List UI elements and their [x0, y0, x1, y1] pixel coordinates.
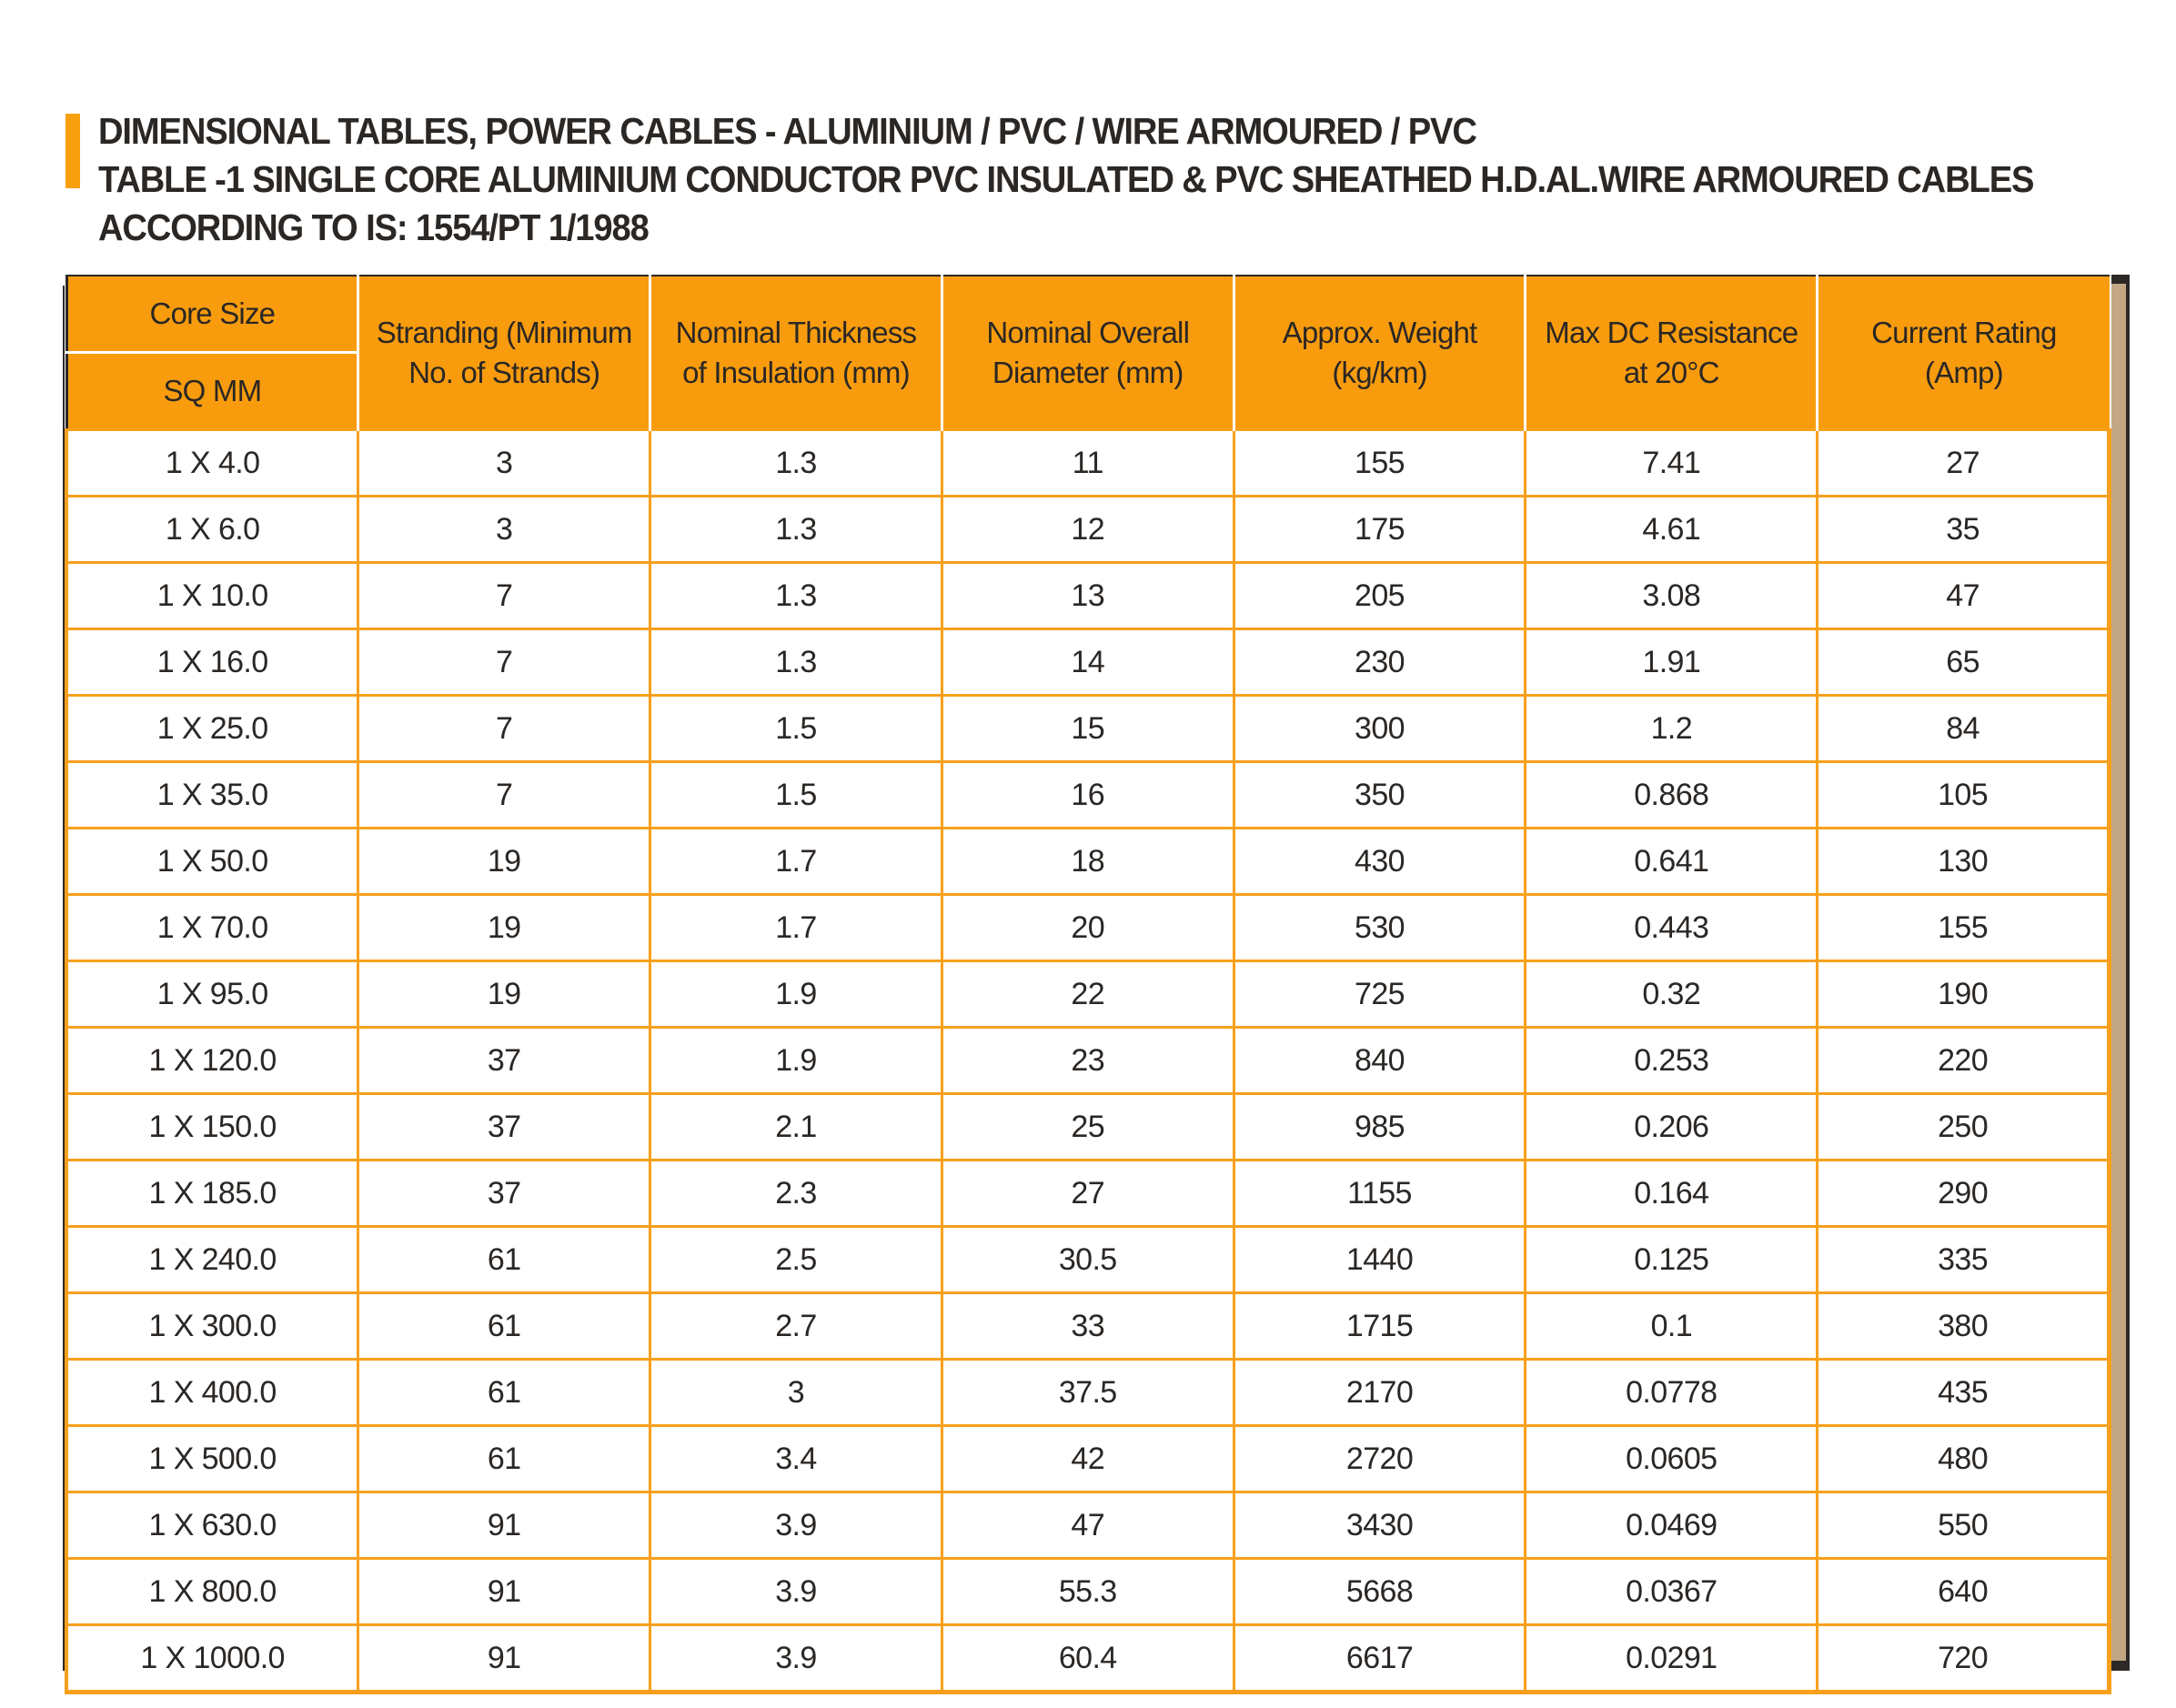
cell-approx-weight: 1715 — [1234, 1293, 1526, 1360]
table-row — [66, 1160, 2110, 1227]
cell-current-rating: 550 — [1818, 1492, 2110, 1559]
title-accent-bar — [65, 114, 80, 188]
cell-approx-weight: 205 — [1234, 563, 1526, 629]
cell-insulation-thickness: 2.3 — [650, 1160, 942, 1227]
cell-core-size: 1 X 120.0 — [66, 1028, 358, 1094]
table-row — [66, 829, 2110, 895]
table-row — [66, 696, 2110, 762]
cell-insulation-thickness: 1.5 — [650, 696, 942, 762]
header-stranding-line1: Stranding (Minimum — [376, 315, 632, 349]
table-row — [66, 497, 2110, 563]
table-row — [66, 1492, 2110, 1559]
table-row — [66, 563, 2110, 629]
cell-approx-weight: 2720 — [1234, 1426, 1526, 1492]
cell-core-size: 1 X 800.0 — [66, 1559, 358, 1625]
table-row — [66, 1625, 2110, 1693]
cell-dc-resistance: 0.1 — [1526, 1293, 1818, 1360]
table-body — [66, 430, 2110, 1693]
table-row — [66, 430, 2110, 497]
cell-current-rating: 720 — [1818, 1625, 2110, 1693]
cell-overall-diameter: 27 — [942, 1160, 1234, 1227]
cell-dc-resistance: 1.91 — [1526, 629, 1818, 696]
cell-insulation-thickness: 1.9 — [650, 961, 942, 1028]
cell-insulation-thickness: 2.1 — [650, 1094, 942, 1160]
table-row — [66, 1293, 2110, 1360]
cell-overall-diameter: 60.4 — [942, 1625, 1234, 1693]
cell-overall-diameter: 20 — [942, 895, 1234, 961]
cell-insulation-thickness: 3.9 — [650, 1492, 942, 1559]
cell-overall-diameter: 33 — [942, 1293, 1234, 1360]
title-line-1: DIMENSIONAL TABLES, POWER CABLES - ALUMINIUM / PVC / WIRE ARMOURED / PVC — [98, 110, 1476, 152]
cell-stranding: 7 — [358, 762, 650, 829]
cell-stranding: 91 — [358, 1492, 650, 1559]
cell-overall-diameter: 55.3 — [942, 1559, 1234, 1625]
header-diameter-line2: Diameter (mm) — [992, 355, 1184, 389]
header-resistance-line2: at 20°C — [1623, 355, 1719, 389]
header-current-line1: Current Rating — [1871, 315, 2057, 349]
cell-stranding: 7 — [358, 696, 650, 762]
cable-dimension-table — [65, 275, 2111, 1694]
cell-stranding: 91 — [358, 1625, 650, 1693]
cell-dc-resistance: 7.41 — [1526, 430, 1818, 497]
cell-dc-resistance: 0.641 — [1526, 829, 1818, 895]
cell-insulation-thickness: 1.9 — [650, 1028, 942, 1094]
cell-current-rating: 380 — [1818, 1293, 2110, 1360]
cell-insulation-thickness: 1.7 — [650, 895, 942, 961]
header-insulation-thickness — [650, 276, 942, 430]
cell-approx-weight: 300 — [1234, 696, 1526, 762]
cell-approx-weight: 985 — [1234, 1094, 1526, 1160]
cell-current-rating: 27 — [1818, 430, 2110, 497]
cell-overall-diameter: 12 — [942, 497, 1234, 563]
cell-stranding: 19 — [358, 895, 650, 961]
cell-stranding: 3 — [358, 430, 650, 497]
cell-approx-weight: 2170 — [1234, 1360, 1526, 1426]
cell-current-rating: 35 — [1818, 497, 2110, 563]
cell-dc-resistance: 4.61 — [1526, 497, 1818, 563]
cell-approx-weight: 230 — [1234, 629, 1526, 696]
cell-approx-weight: 725 — [1234, 961, 1526, 1028]
cell-overall-diameter: 15 — [942, 696, 1234, 762]
table-row — [66, 1094, 2110, 1160]
cell-overall-diameter: 18 — [942, 829, 1234, 895]
table-row — [66, 762, 2110, 829]
cell-stranding: 3 — [358, 497, 650, 563]
title-line-3: ACCORDING TO IS: 1554/PT 1/1988 — [98, 206, 649, 248]
cell-stranding: 37 — [358, 1094, 650, 1160]
table-row — [66, 895, 2110, 961]
cell-stranding: 61 — [358, 1360, 650, 1426]
cell-dc-resistance: 1.2 — [1526, 696, 1818, 762]
cell-core-size: 1 X 25.0 — [66, 696, 358, 762]
cell-dc-resistance: 0.125 — [1526, 1227, 1818, 1293]
cell-core-size: 1 X 150.0 — [66, 1094, 358, 1160]
header-sq-mm: SQ MM — [66, 353, 358, 430]
header-weight-line2: (kg/km) — [1332, 355, 1427, 389]
cell-overall-diameter: 25 — [942, 1094, 1234, 1160]
cell-overall-diameter: 30.5 — [942, 1227, 1234, 1293]
title-line-2: TABLE -1 SINGLE CORE ALUMINIUM CONDUCTOR PVC INSULATED & PVC SHEATHED H.D.AL.WIRE ARMOURED CABLES — [98, 158, 2034, 200]
cell-current-rating: 65 — [1818, 629, 2110, 696]
cell-current-rating: 130 — [1818, 829, 2110, 895]
header-core-size: Core Size — [66, 276, 358, 353]
cell-insulation-thickness: 3.4 — [650, 1426, 942, 1492]
cell-overall-diameter: 37.5 — [942, 1360, 1234, 1426]
cell-insulation-thickness: 1.5 — [650, 762, 942, 829]
table-header — [66, 276, 2110, 430]
cell-dc-resistance: 0.206 — [1526, 1094, 1818, 1160]
cell-core-size: 1 X 300.0 — [66, 1293, 358, 1360]
header-dc-resistance — [1526, 276, 1818, 430]
cell-stranding: 7 — [358, 563, 650, 629]
header-current-line2: (Amp) — [1924, 355, 2003, 389]
cell-overall-diameter: 42 — [942, 1426, 1234, 1492]
cell-overall-diameter: 16 — [942, 762, 1234, 829]
cell-core-size: 1 X 240.0 — [66, 1227, 358, 1293]
table-row — [66, 1559, 2110, 1625]
cell-approx-weight: 6617 — [1234, 1625, 1526, 1693]
cell-insulation-thickness: 1.3 — [650, 563, 942, 629]
cell-stranding: 19 — [358, 829, 650, 895]
cell-stranding: 7 — [358, 629, 650, 696]
cell-insulation-thickness: 3.9 — [650, 1559, 942, 1625]
cell-approx-weight: 840 — [1234, 1028, 1526, 1094]
cell-insulation-thickness: 1.7 — [650, 829, 942, 895]
header-insulation-line2: of Insulation (mm) — [682, 355, 910, 389]
cell-core-size: 1 X 95.0 — [66, 961, 358, 1028]
cell-insulation-thickness: 3 — [650, 1360, 942, 1426]
cell-approx-weight: 530 — [1234, 895, 1526, 961]
cell-current-rating: 480 — [1818, 1426, 2110, 1492]
header-stranding — [358, 276, 650, 430]
table-row — [66, 1360, 2110, 1426]
cell-stranding: 61 — [358, 1227, 650, 1293]
header-weight-line1: Approx. Weight — [1282, 315, 1477, 349]
header-approx-weight — [1234, 276, 1526, 430]
cell-insulation-thickness: 2.5 — [650, 1227, 942, 1293]
cell-approx-weight: 5668 — [1234, 1559, 1526, 1625]
cell-overall-diameter: 47 — [942, 1492, 1234, 1559]
cell-dc-resistance: 0.0778 — [1526, 1360, 1818, 1426]
cell-core-size: 1 X 10.0 — [66, 563, 358, 629]
cell-dc-resistance: 0.253 — [1526, 1028, 1818, 1094]
cell-dc-resistance: 0.0291 — [1526, 1625, 1818, 1693]
cable-dimension-table-container — [65, 275, 2111, 1675]
header-insulation-line1: Nominal Thickness — [675, 315, 917, 349]
cell-approx-weight: 155 — [1234, 430, 1526, 497]
table-row — [66, 1028, 2110, 1094]
cell-approx-weight: 430 — [1234, 829, 1526, 895]
cell-stranding: 19 — [358, 961, 650, 1028]
cell-current-rating: 190 — [1818, 961, 2110, 1028]
cell-dc-resistance: 3.08 — [1526, 563, 1818, 629]
cell-dc-resistance: 0.32 — [1526, 961, 1818, 1028]
cell-current-rating: 435 — [1818, 1360, 2110, 1426]
table-row — [66, 1426, 2110, 1492]
cell-current-rating: 84 — [1818, 696, 2110, 762]
cell-current-rating: 290 — [1818, 1160, 2110, 1227]
cell-current-rating: 335 — [1818, 1227, 2110, 1293]
cell-stranding: 61 — [358, 1426, 650, 1492]
header-current-rating — [1818, 276, 2110, 430]
table-row — [66, 1227, 2110, 1293]
cell-core-size: 1 X 185.0 — [66, 1160, 358, 1227]
cell-core-size: 1 X 50.0 — [66, 829, 358, 895]
cell-approx-weight: 175 — [1234, 497, 1526, 563]
cell-overall-diameter: 14 — [942, 629, 1234, 696]
cell-current-rating: 47 — [1818, 563, 2110, 629]
cell-core-size: 1 X 630.0 — [66, 1492, 358, 1559]
header-overall-diameter — [942, 276, 1234, 430]
cell-dc-resistance: 0.868 — [1526, 762, 1818, 829]
cell-insulation-thickness: 1.3 — [650, 629, 942, 696]
cell-core-size: 1 X 4.0 — [66, 430, 358, 497]
cell-overall-diameter: 22 — [942, 961, 1234, 1028]
cell-stranding: 37 — [358, 1028, 650, 1094]
cell-current-rating: 105 — [1818, 762, 2110, 829]
cell-stranding: 91 — [358, 1559, 650, 1625]
cell-core-size: 1 X 1000.0 — [66, 1625, 358, 1693]
page-title — [98, 107, 2033, 252]
cell-stranding: 37 — [358, 1160, 650, 1227]
cell-core-size: 1 X 16.0 — [66, 629, 358, 696]
cell-current-rating: 640 — [1818, 1559, 2110, 1625]
table-row — [66, 961, 2110, 1028]
header-diameter-line1: Nominal Overall — [986, 315, 1190, 349]
cell-insulation-thickness: 3.9 — [650, 1625, 942, 1693]
cell-stranding: 61 — [358, 1293, 650, 1360]
cell-current-rating: 155 — [1818, 895, 2110, 961]
cell-overall-diameter: 11 — [942, 430, 1234, 497]
cell-approx-weight: 1440 — [1234, 1227, 1526, 1293]
cell-core-size: 1 X 6.0 — [66, 497, 358, 563]
cell-overall-diameter: 13 — [942, 563, 1234, 629]
cell-insulation-thickness: 1.3 — [650, 497, 942, 563]
header-resistance-line1: Max DC Resistance — [1545, 315, 1798, 349]
cell-approx-weight: 3430 — [1234, 1492, 1526, 1559]
cell-core-size: 1 X 400.0 — [66, 1360, 358, 1426]
table-row — [66, 629, 2110, 696]
cell-core-size: 1 X 500.0 — [66, 1426, 358, 1492]
cell-overall-diameter: 23 — [942, 1028, 1234, 1094]
cell-approx-weight: 1155 — [1234, 1160, 1526, 1227]
cell-approx-weight: 350 — [1234, 762, 1526, 829]
cell-dc-resistance: 0.0469 — [1526, 1492, 1818, 1559]
cell-current-rating: 250 — [1818, 1094, 2110, 1160]
cell-dc-resistance: 0.443 — [1526, 895, 1818, 961]
cell-dc-resistance: 0.0367 — [1526, 1559, 1818, 1625]
cell-dc-resistance: 0.0605 — [1526, 1426, 1818, 1492]
header-stranding-line2: No. of Strands) — [408, 355, 600, 389]
cell-core-size: 1 X 35.0 — [66, 762, 358, 829]
cell-insulation-thickness: 2.7 — [650, 1293, 942, 1360]
cell-current-rating: 220 — [1818, 1028, 2110, 1094]
cell-core-size: 1 X 70.0 — [66, 895, 358, 961]
cell-dc-resistance: 0.164 — [1526, 1160, 1818, 1227]
cell-insulation-thickness: 1.3 — [650, 430, 942, 497]
